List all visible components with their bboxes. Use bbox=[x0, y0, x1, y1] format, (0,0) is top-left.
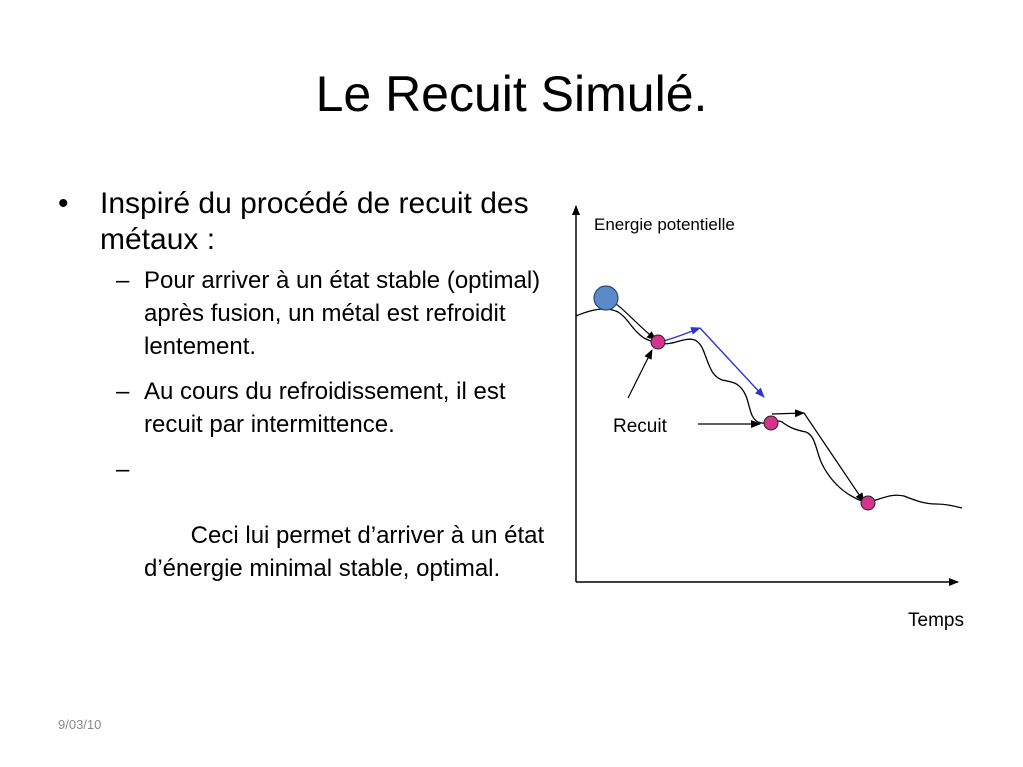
descent-arrow bbox=[804, 413, 864, 502]
sub-bullet-text: Pour arriver à un état stable (optimal) après fusion, un métal est refroidit lentement. bbox=[144, 267, 541, 360]
start-ball bbox=[594, 286, 618, 310]
dash-marker: – bbox=[116, 456, 130, 483]
bullet-marker: • bbox=[58, 187, 69, 220]
descent-arrow bbox=[772, 413, 804, 414]
x-axis-label: Temps bbox=[908, 610, 964, 631]
sub-bullet-text: Au cours du refroidissement, il est recuit par intermittence. bbox=[144, 378, 506, 438]
slide-title: Le Recuit Simulé. bbox=[315, 66, 708, 122]
dash-marker: – bbox=[116, 267, 130, 294]
descent-arrow bbox=[610, 300, 656, 340]
main-bullet-text: Inspiré du procédé de recuit des métaux : bbox=[100, 187, 529, 256]
state-ball bbox=[861, 496, 875, 510]
slide-date: 9/03/10 bbox=[58, 717, 102, 732]
recuit-annotation: Recuit bbox=[613, 416, 667, 437]
reheat-arrow bbox=[700, 328, 764, 397]
sub-bullet-text: Ceci lui permet d’arriver à un état d’énergie minimal stable, optimal. bbox=[144, 522, 551, 582]
energy-curve bbox=[576, 309, 962, 508]
dash-marker: – bbox=[116, 378, 130, 405]
recuit-pointer-arrow bbox=[628, 350, 652, 398]
y-axis-label: Energie potentielle bbox=[594, 215, 735, 234]
state-ball bbox=[764, 416, 778, 430]
state-ball bbox=[651, 335, 665, 349]
